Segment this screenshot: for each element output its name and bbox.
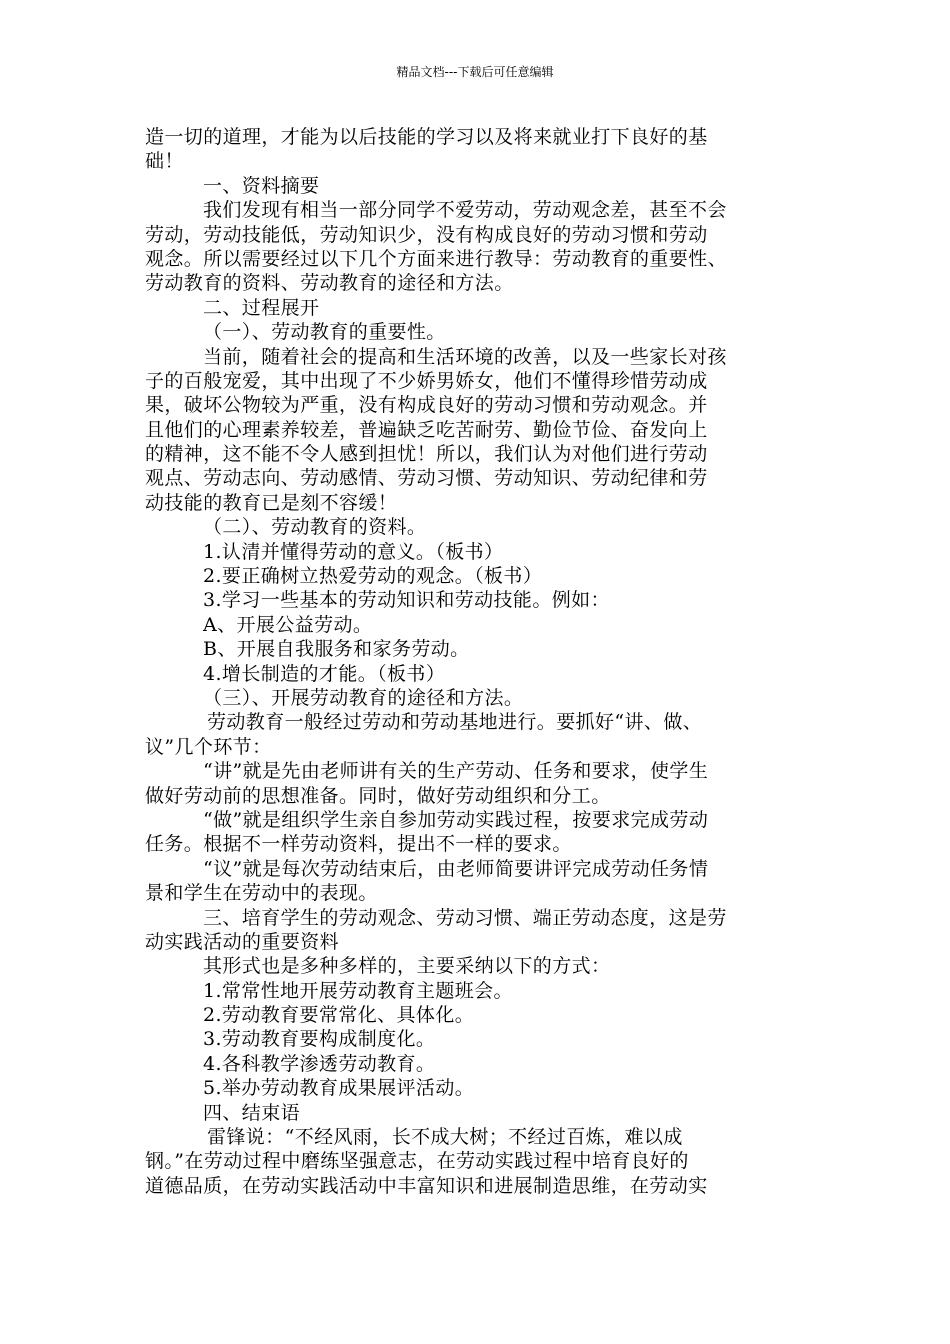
- text-line: 3.学习一些基本的劳动知识和劳动技能。例如：: [203, 589, 610, 612]
- text-line: 1.常常性地开展劳动教育主题班会。: [203, 979, 513, 1002]
- text-line: 础！: [145, 150, 184, 173]
- text-line: 劳动，劳动技能低，劳动知识少，没有构成良好的劳动习惯和劳动: [145, 223, 708, 246]
- text-line: 1.认清并懂得劳动的意义。（板书）: [203, 540, 504, 563]
- text-line: （一）、劳动教育的重要性。: [203, 321, 446, 344]
- text-line: 3.劳动教育要构成制度化。: [203, 1028, 436, 1051]
- text-line: 2.劳动教育要常常化、具体化。: [203, 1004, 475, 1027]
- text-line: 观念。所以需要经过以下几个方面来进行教导：劳动教育的重要性、: [145, 247, 728, 270]
- text-line: 2.要正确树立热爱劳动的观念。（板书）: [203, 565, 543, 588]
- text-line: 劳动教育一般经过劳动和劳动基地进行。要抓好“讲、做、: [207, 711, 703, 734]
- text-line: 其形式也是多种多样的，主要采纳以下的方式：: [203, 955, 611, 978]
- text-line: 4.增长制造的才能。（板书）: [203, 662, 446, 685]
- text-line: 5.举办劳动教育成果展评活动。: [203, 1077, 475, 1100]
- text-line: 果，破坏公物较为严重，没有构成良好的劳动习惯和劳动观念。并: [145, 394, 708, 417]
- text-line: B、开展自我服务和家务劳动。: [203, 638, 470, 661]
- text-line: 子的百般宠爱，其中出现了不少娇男娇女，他们不懂得珍惜劳动成: [145, 369, 708, 392]
- text-line: 我们发现有相当一部分同学不爱劳动，劳动观念差，甚至不会: [203, 199, 727, 222]
- text-line: 动实践活动的重要资料: [145, 930, 340, 953]
- text-line: （二）、劳动教育的资料。: [203, 516, 427, 539]
- text-line: 景和学生在劳动中的表现。: [145, 882, 378, 905]
- text-line: 造一切的道理，才能为以后技能的学习以及将来就业打下良好的基: [145, 126, 708, 148]
- text-line: （三）、开展劳动教育的途径和方法。: [203, 686, 524, 709]
- text-line: A、开展公益劳动。: [203, 613, 373, 636]
- text-line: 观点、劳动志向、劳动感情、劳动习惯、劳动知识、劳动纪律和劳: [145, 467, 708, 490]
- text-line: “讲”就是先由老师讲有关的生产劳动、任务和要求，使学生: [203, 760, 709, 783]
- text-line: “议”就是每次劳动结束后，由老师简要讲评完成劳动任务情: [203, 857, 709, 880]
- text-line: “做”就是组织学生亲自参加劳动实践过程，按要求完成劳动: [203, 808, 709, 831]
- text-line: 议”几个环节：: [145, 735, 272, 758]
- text-line: 三、培育学生的劳动观念、劳动习惯、端正劳动态度，这是劳: [203, 906, 727, 929]
- document-body: [145, 125, 815, 1198]
- text-line: 的精神，这不能不令人感到担忧！所以，我们认为对他们进行劳动: [145, 443, 708, 466]
- text-line: 道德品质，在劳动实践活动中丰富知识和进展制造思维，在劳动实: [145, 1174, 708, 1197]
- text-line: 当前，随着社会的提高和生活环境的改善，以及一些家长对孩: [203, 345, 727, 368]
- text-line: 四、结束语: [203, 1101, 301, 1124]
- text-line: 且他们的心理素养较差，普遍缺乏吃苦耐劳、勤俭节俭、奋发向上: [145, 418, 708, 441]
- page-header: 精品文档---下载后可任意编辑: [396, 65, 554, 79]
- text-line: 任务。根据不一样劳动资料，提出不一样的要求。: [145, 833, 572, 856]
- text-line: 做好劳动前的思想准备。同时，做好劳动组织和分工。: [145, 784, 611, 807]
- text-line: 劳动教育的资料、劳动教育的途径和方法。: [145, 272, 514, 295]
- text-line: 动技能的教育已是刻不容缓！: [145, 491, 398, 514]
- text-line: 4.各科教学渗透劳动教育。: [203, 1052, 436, 1075]
- text-line: 二、过程展开: [203, 296, 320, 319]
- text-line: 雷锋说：“不经风雨，长不成大树；不经过百炼，难以成: [207, 1126, 683, 1149]
- text-line: 钢。”在劳动过程中磨练坚强意志，在劳动实践过程中培育良好的: [145, 1150, 689, 1173]
- text-line: 一、资料摘要: [203, 174, 320, 197]
